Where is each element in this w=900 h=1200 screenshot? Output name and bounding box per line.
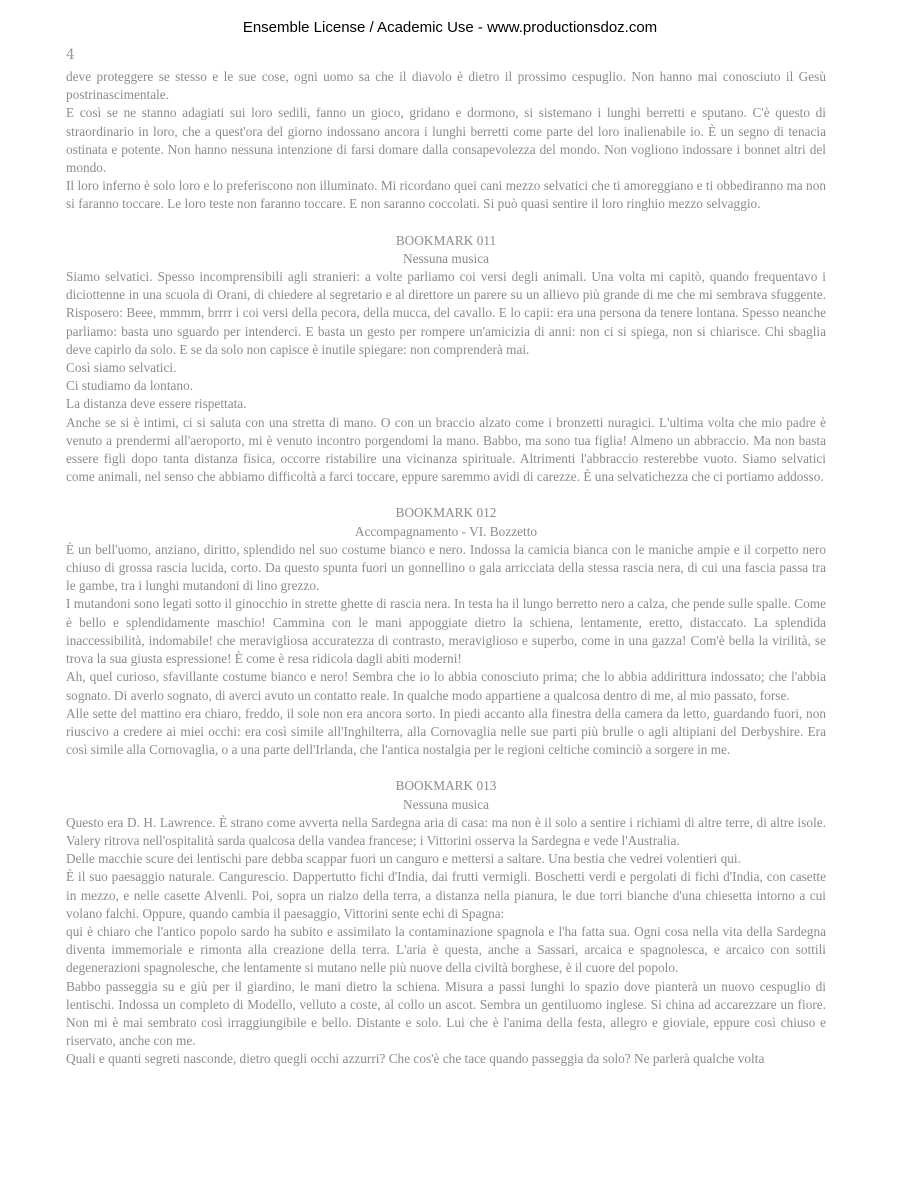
section-subtitle: Accompagnamento - VI. Bozzetto <box>354 523 538 539</box>
paragraph: Alle sette del mattino era chiaro, freddo, il sole non era ancora sorto. In piedi accanto alla finestra della camera da letto, guardando fuori, non riuscivo a credere ai miei occhi: era così simile all'Inghilterra, alla Cornovaglia nelle sue parti più brulle o agli altipiani del Derbyshire. Era così simile alla Cornovaglia, o a una parte dell'Irlanda, che l'antica nostalgia per le regioni celtiche cominciò a sorgere in me. <box>66 705 826 758</box>
section-title-bookmark-011: BOOKMARK 011 <box>395 232 497 248</box>
paragraph: Ah, quel curioso, sfavillante costume bianco e nero! Sembra che io lo abbia conosciuto prima; che lo abbia addirittura indossato; che l'abbia sognato. Di averlo sognato, di averci avuto un contatto reale. In qualche modo appartiene a qualcosa dentro di me, al mio passato, forse. <box>66 669 826 703</box>
paragraph: È il suo paesaggio naturale. Cangurescio. Dappertutto fichi d'India, dai frutti vermigli. Boschetti verdi e pergolati di fichi d'India, con casette in mezzo, e nelle casette Alvenli. Poi, sopra un rialzo della terra, a distanza nella pianura, le due torri bianche d'una chiesetta intorno a cui volano falchi. Oppure, quando cambia il paesaggio, Vittorini sente echi di Spagna: <box>66 869 826 921</box>
paragraph: Questo era D. H. Lawrence. È strano come avverta nella Sardegna aria di casa: ma non è il solo a sentire i richiami di altre terre, di altre isole. Valery ritrova nell'ospitalità sarda qualcosa della vandea francese; i Vittorini osserva la Sardegna e vede l'Australia. <box>66 814 826 848</box>
section-title-bookmark-012: BOOKMARK 012 <box>395 505 497 521</box>
paragraph: Quali e quanti segreti nasconde, dietro quegli occhi azzurri? Che cos'è che tace quando passeggia da solo? Ne parlerà qualche volta <box>66 1051 765 1067</box>
paragraph: Il loro inferno è solo loro e lo preferiscono non illuminato. Mi ricordano quei cani mezzo selvatici che ti amoreggiano e ti obbediranno ma non si faranno toccare. Le loro teste non faranno toccare. E non saranno coccolati. Si può quasi sentire il loro ringhio mezzo selvaggio. <box>66 178 826 212</box>
paragraph: qui è chiaro che l'antico popolo sardo ha subito e assimilato la contaminazione spagnola e l'ha fatta sua. Ogni cosa nella vita della Sardegna diventa immemoriale e rimonta alla creazione della terra. L'aria è questa, anche a Sassari, arcaica e spagnolesca, e arcaico con sottili degenerazioni spagnolesche, che lentamente si mutano nelle più nuove della civiltà borghese, è il cuore del popolo. <box>66 923 826 976</box>
paragraph: Così siamo selvatici. <box>66 360 177 376</box>
paragraph: Ci studiamo da lontano. <box>66 378 194 394</box>
paragraph: Siamo selvatici. Spesso incomprensibili agli stranieri: a volte parliamo coi versi degli animali. Una volta mi capitò, quando frequentavo i diciottenne in una scuola di Orani, di chiedere al segretario e al direttore un parere su un allievo più grande di me che mi sembrava sfuggente. Risposero: Beee, mmmm, brrrr i coi versi della pecora, della mucca, del cavallo. E lo capii: era una persona da tenere lontana. Spesso neanche parliamo: basta uno sguardo per intenderci. E basta un gesto per rompere un'amicizia di anni: non ci si spiega, non si chiarisce. Chi sbaglia deve capirlo da solo. E se da solo non capisce è inutile spiegare: non comprenderà mai. <box>66 269 826 357</box>
paragraph: Anche se si è intimi, ci si saluta con una stretta di mano. O con un braccio alzato come i bronzetti nuragici. L'ultima volta che mio padre è venuto a prendermi all'aeroporto, mi è venuto incontro porgendomi la mano. Babbo, ma sono tua figlia! Almeno un abbraccio. Ma non basta essere figli dopo tanta distanza fisica, occorre ristabilire una vicinanza spirituale. Altrimenti l'abbraccio resterebbe vuoto. Siamo selvatici come animali, nel senso che abbiamo difficoltà a farci toccare, eppure saremmo avidi di carezze. È una selvatichezza che ci portiamo addosso. <box>66 414 826 485</box>
page-number: 4 <box>66 47 75 63</box>
section-subtitle: Nessuna musica <box>402 796 490 812</box>
paragraph: Delle macchie scure dei lentischi pare debba scappar fuori un canguro e mettersi a saltare. Una bestia che vedrei volentieri qui. <box>66 851 741 867</box>
paragraph: La distanza deve essere rispettata. <box>66 396 247 412</box>
license-header: Ensemble License / Academic Use - www.productionsdoz.com <box>242 19 658 36</box>
paragraph: Babbo passeggia su e giù per il giardino, le mani dietro la schiena. Misura a passi lunghi lo spazio dove pianterà un nuovo cespuglio di lentischi. Indossa un completo di Modello, velluto a coste, al collo un ascot. Sembra un gentiluomo inglese. Si china ad accarezzare un fiore. Non mi è mai sembrato così irraggiungibile e bello. Distante e solo. Lui che è l'anima della festa, allegro e gioviale, eppure così chiuso e riservato, anche con me. <box>66 978 826 1049</box>
paragraph: E così se ne stanno adagiati sui loro sedili, fanno un gioco, gridano e dormono, si sistemano i lunghi berretti e sputano. C'è questo di straordinario in loro, che a quest'ora del giorno indossano ancora i lunghi berretti come parte del loro inalienabile io. È un segno di tenacia ostinata e potente. Non hanno nessuna intenzione di farsi domare dalla consapevolezza del mondo. Non vogliono indossare i bonnet altri del mondo. <box>66 105 826 176</box>
section-subtitle: Nessuna musica <box>402 250 490 266</box>
paragraph: È un bell'uomo, anziano, diritto, splendido nel suo costume bianco e nero. Indossa la camicia bianca con le maniche ampie e il corpetto nero chiuso di grossa rascia lucida, corto. Da questo spunta fuori un gonnellino o gala arricciata della stessa rascia nera, di cui una fascia passa tra le gambe, tra i lunghi mutandoni di lino grezzo. <box>66 541 826 594</box>
section-title-bookmark-013: BOOKMARK 013 <box>395 778 497 794</box>
document-body <box>66 68 826 1069</box>
paragraph: deve proteggere se stesso e le sue cose, ogni uomo sa che il diavolo è dietro il prossimo cespuglio. Non hanno mai conosciuto il Gesù postrinascimentale. <box>66 69 826 103</box>
paragraph: I mutandoni sono legati sotto il ginocchio in strette ghette di rascia nera. In testa ha il lungo berretto nero a calza, che pende sulle spalle. Come è bello e splendidamente maschio! Cammina con le mani appoggiate dietro la schiena, lentamente, eretto, distaccato. La splendida inaccessibilità, indomabile! che meravigliosa accuratezza di contrasto, meraviglioso e superbo, come in una gazza! Com'è bella la virilità, se trova la sua giusta espressione! È come è resa ridicola dagli abiti moderni! <box>66 596 826 667</box>
